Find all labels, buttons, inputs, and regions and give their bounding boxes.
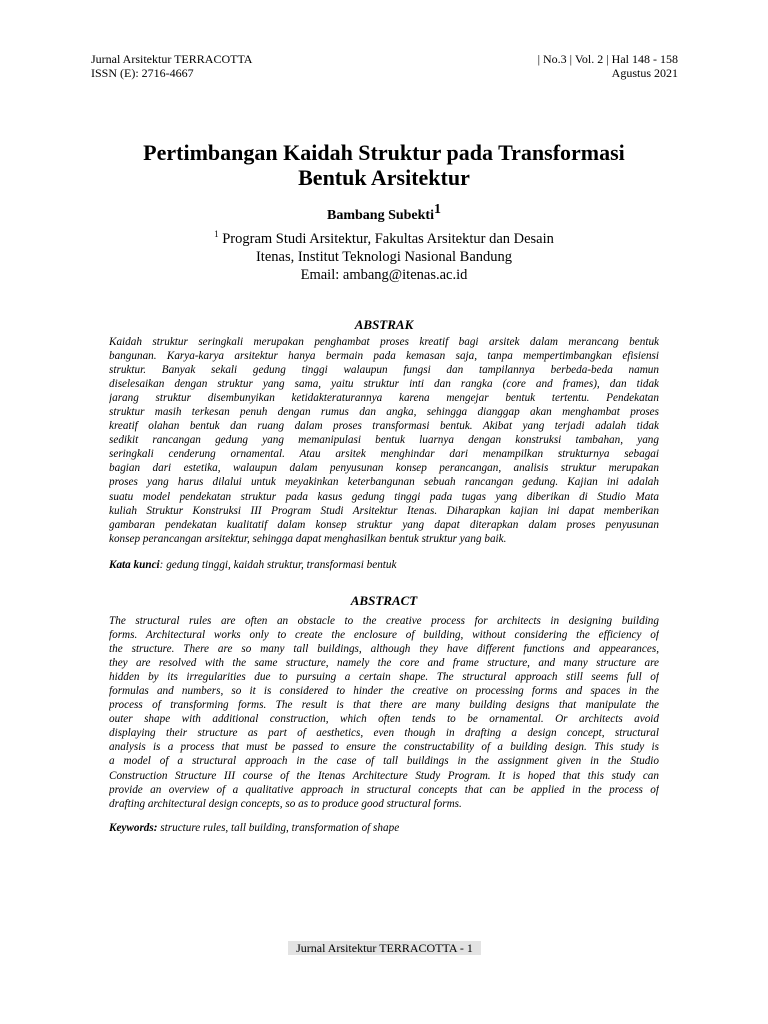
- abstrak-line: struktur masih terkesan penuh dengan rumus dan angka, sehingga dianggap akan menghambat proses: [109, 406, 659, 419]
- journal-header-left: [91, 52, 252, 80]
- title-line-2: Bentuk Arsitektur: [298, 165, 470, 190]
- abstract-line: they are resolved with the same structure, namely the core and frame structure, and many structure are: [109, 657, 659, 670]
- author-affiliation-1: $^1$ Program Studi Arsitektur, Fakultas Arsitektur dan Desain: [214, 228, 554, 247]
- kata-kunci: [109, 558, 669, 572]
- abstract-line: Construction Structure III course of the Itenas Architecture Study Program. It is hoped that this study can: [109, 769, 659, 782]
- abstract-heading: ABSTRACT: [350, 593, 418, 608]
- issue-info: | No.3 | Vol. 2 | Hal 148 - 158: [537, 52, 678, 66]
- kata-kunci-label: Kata kunci: [109, 559, 160, 571]
- keywords-label: Keywords:: [109, 822, 158, 834]
- author-name: Bambang Subekti$^1$: [327, 202, 441, 223]
- abstract-line: displaying their structure as part of aesthetics, even though in drafting a design concept, structural: [109, 727, 659, 740]
- author-affiliation-2: Itenas, Institut Teknologi Nasional Bandung: [255, 248, 513, 265]
- abstrak-line: bagian dari estetika, walaupun dalam penyusunan konsep perancangan, analisis struktur merupakan: [109, 462, 659, 475]
- abstrak-line: sedikit rancangan gedung yang memanipulasi bentuk luarnya dengan konstruksi tambahan, yang: [109, 434, 659, 447]
- journal-header-right: [538, 52, 678, 80]
- abstract-line: the structure. There are so many tall buildings, although they have different functions and appearances,: [109, 643, 659, 656]
- author-email: Email: ambang@itenas.ac.id: [300, 266, 468, 283]
- journal-name: Jurnal Arsitektur TERRACOTTA: [91, 52, 253, 66]
- abstrak-body: [109, 335, 659, 546]
- issn: ISSN (E): 2716-4667: [91, 66, 194, 80]
- abstrak-line: bangunan. Karya-karya arsitektur hanya bermain pada kemasan saja, tanpa mempertimbangkan efisiensi: [109, 350, 659, 363]
- kata-kunci-value: : gedung tinggi, kaidah struktur, transformasi bentuk: [159, 559, 397, 571]
- abstrak-line: seringkali cenderung ornamental. Atau arsitek menghindar dari menampilkan strukturnya sebagai: [109, 448, 659, 461]
- abstrak-line: jarang struktur disembunyikan ketidakteraturannya karena mengejar bentuk tertentu. Pendekatan: [109, 392, 659, 405]
- abstrak-heading: ABSTRAK: [354, 317, 414, 332]
- abstrak-line: gambaran pendekatan kualitatif dalam konsep struktur yang dapat diterapkan dalam proses penyusunan: [109, 518, 659, 531]
- abstract-line: drafting architectural design concepts, so as to produce good structural forms.: [109, 797, 462, 810]
- abstract-line: outer shape with additional construction, which often tends to be ornamental. Or architects avoid: [109, 713, 659, 726]
- abstract-line: analysis is a process that must be passed to ensure the constructability of a building design. This study is: [109, 741, 659, 754]
- abstract-line: The structural rules are often an obstacle to the creative process for architects in designing building: [109, 615, 659, 627]
- issue-date: Agustus 2021: [611, 66, 678, 80]
- title-line-1: Pertimbangan Kaidah Struktur pada Transformasi: [143, 140, 625, 165]
- abstrak-line: proses yang harus dilalui untuk meyakinkan keterbangunan sebuah rancangan gedung. Kajian ini adalah: [109, 476, 659, 489]
- abstrak-line: struktur. Banyak sekali gedung tinggi walaupun fungsi dan tampilannya berbeda-beda namun: [109, 364, 659, 377]
- abstract-line: hidden by its irregularities due to pursuing a certain shape. The structural approach still seems full of: [109, 671, 659, 684]
- abstrak-line: kreatif olahan bentuk dan ruang dalam proses transformasi bentuk. Akibat yang terjadi adalah tidak: [109, 420, 659, 433]
- paper-title: [60, 140, 708, 190]
- abstract-line: process of transforming forms. The result is that there are many building designs that manipulate the: [109, 699, 659, 712]
- abstrak-line: diselesaikan dengan struktur yang sama, yaitu struktur inti dan rangka (core and frames), dan tidak: [109, 378, 659, 391]
- abstract-line: formulas and numbers, so it is considered to hinder the creative on processing forms and spaces in the: [109, 685, 659, 698]
- abstrak-line: kuliah Struktur Konstruksi III Program Studi Arsitektur Itenas. Diharapkan kajian ini dapat memberikan: [109, 504, 659, 517]
- abstract-line: a model of a structural approach in the case of tall buildings in the assignment given in the Studio: [109, 755, 659, 768]
- abstrak-line: Kaidah struktur seringkali merupakan penghambat proses kreatif bagi arsitek dalam merancang bentuk: [109, 336, 659, 348]
- keywords-value: structure rules, tall building, transformation of shape: [157, 822, 400, 834]
- abstrak-line: konsep perancangan arsitektur, sehingga dapat menghasilkan bentuk struktur yang baik.: [109, 532, 507, 545]
- abstract-body: [109, 614, 659, 811]
- abstract-line: provide an overview of a qualitative approach in structural concepts that can be applied in the process of: [109, 783, 659, 796]
- abstract-line: forms. Architectural works only to create the enclosure of building, without considering the efficiency of: [109, 629, 659, 642]
- page-footer: Jurnal Arsitektur TERRACOTTA - 1: [288, 941, 481, 955]
- keywords: [109, 821, 669, 835]
- author-block: [60, 201, 708, 284]
- abstrak-line: suatu model pendekatan struktur pada kasus gedung tinggi pada tugas yang diberikan di Studio Mata: [109, 490, 659, 503]
